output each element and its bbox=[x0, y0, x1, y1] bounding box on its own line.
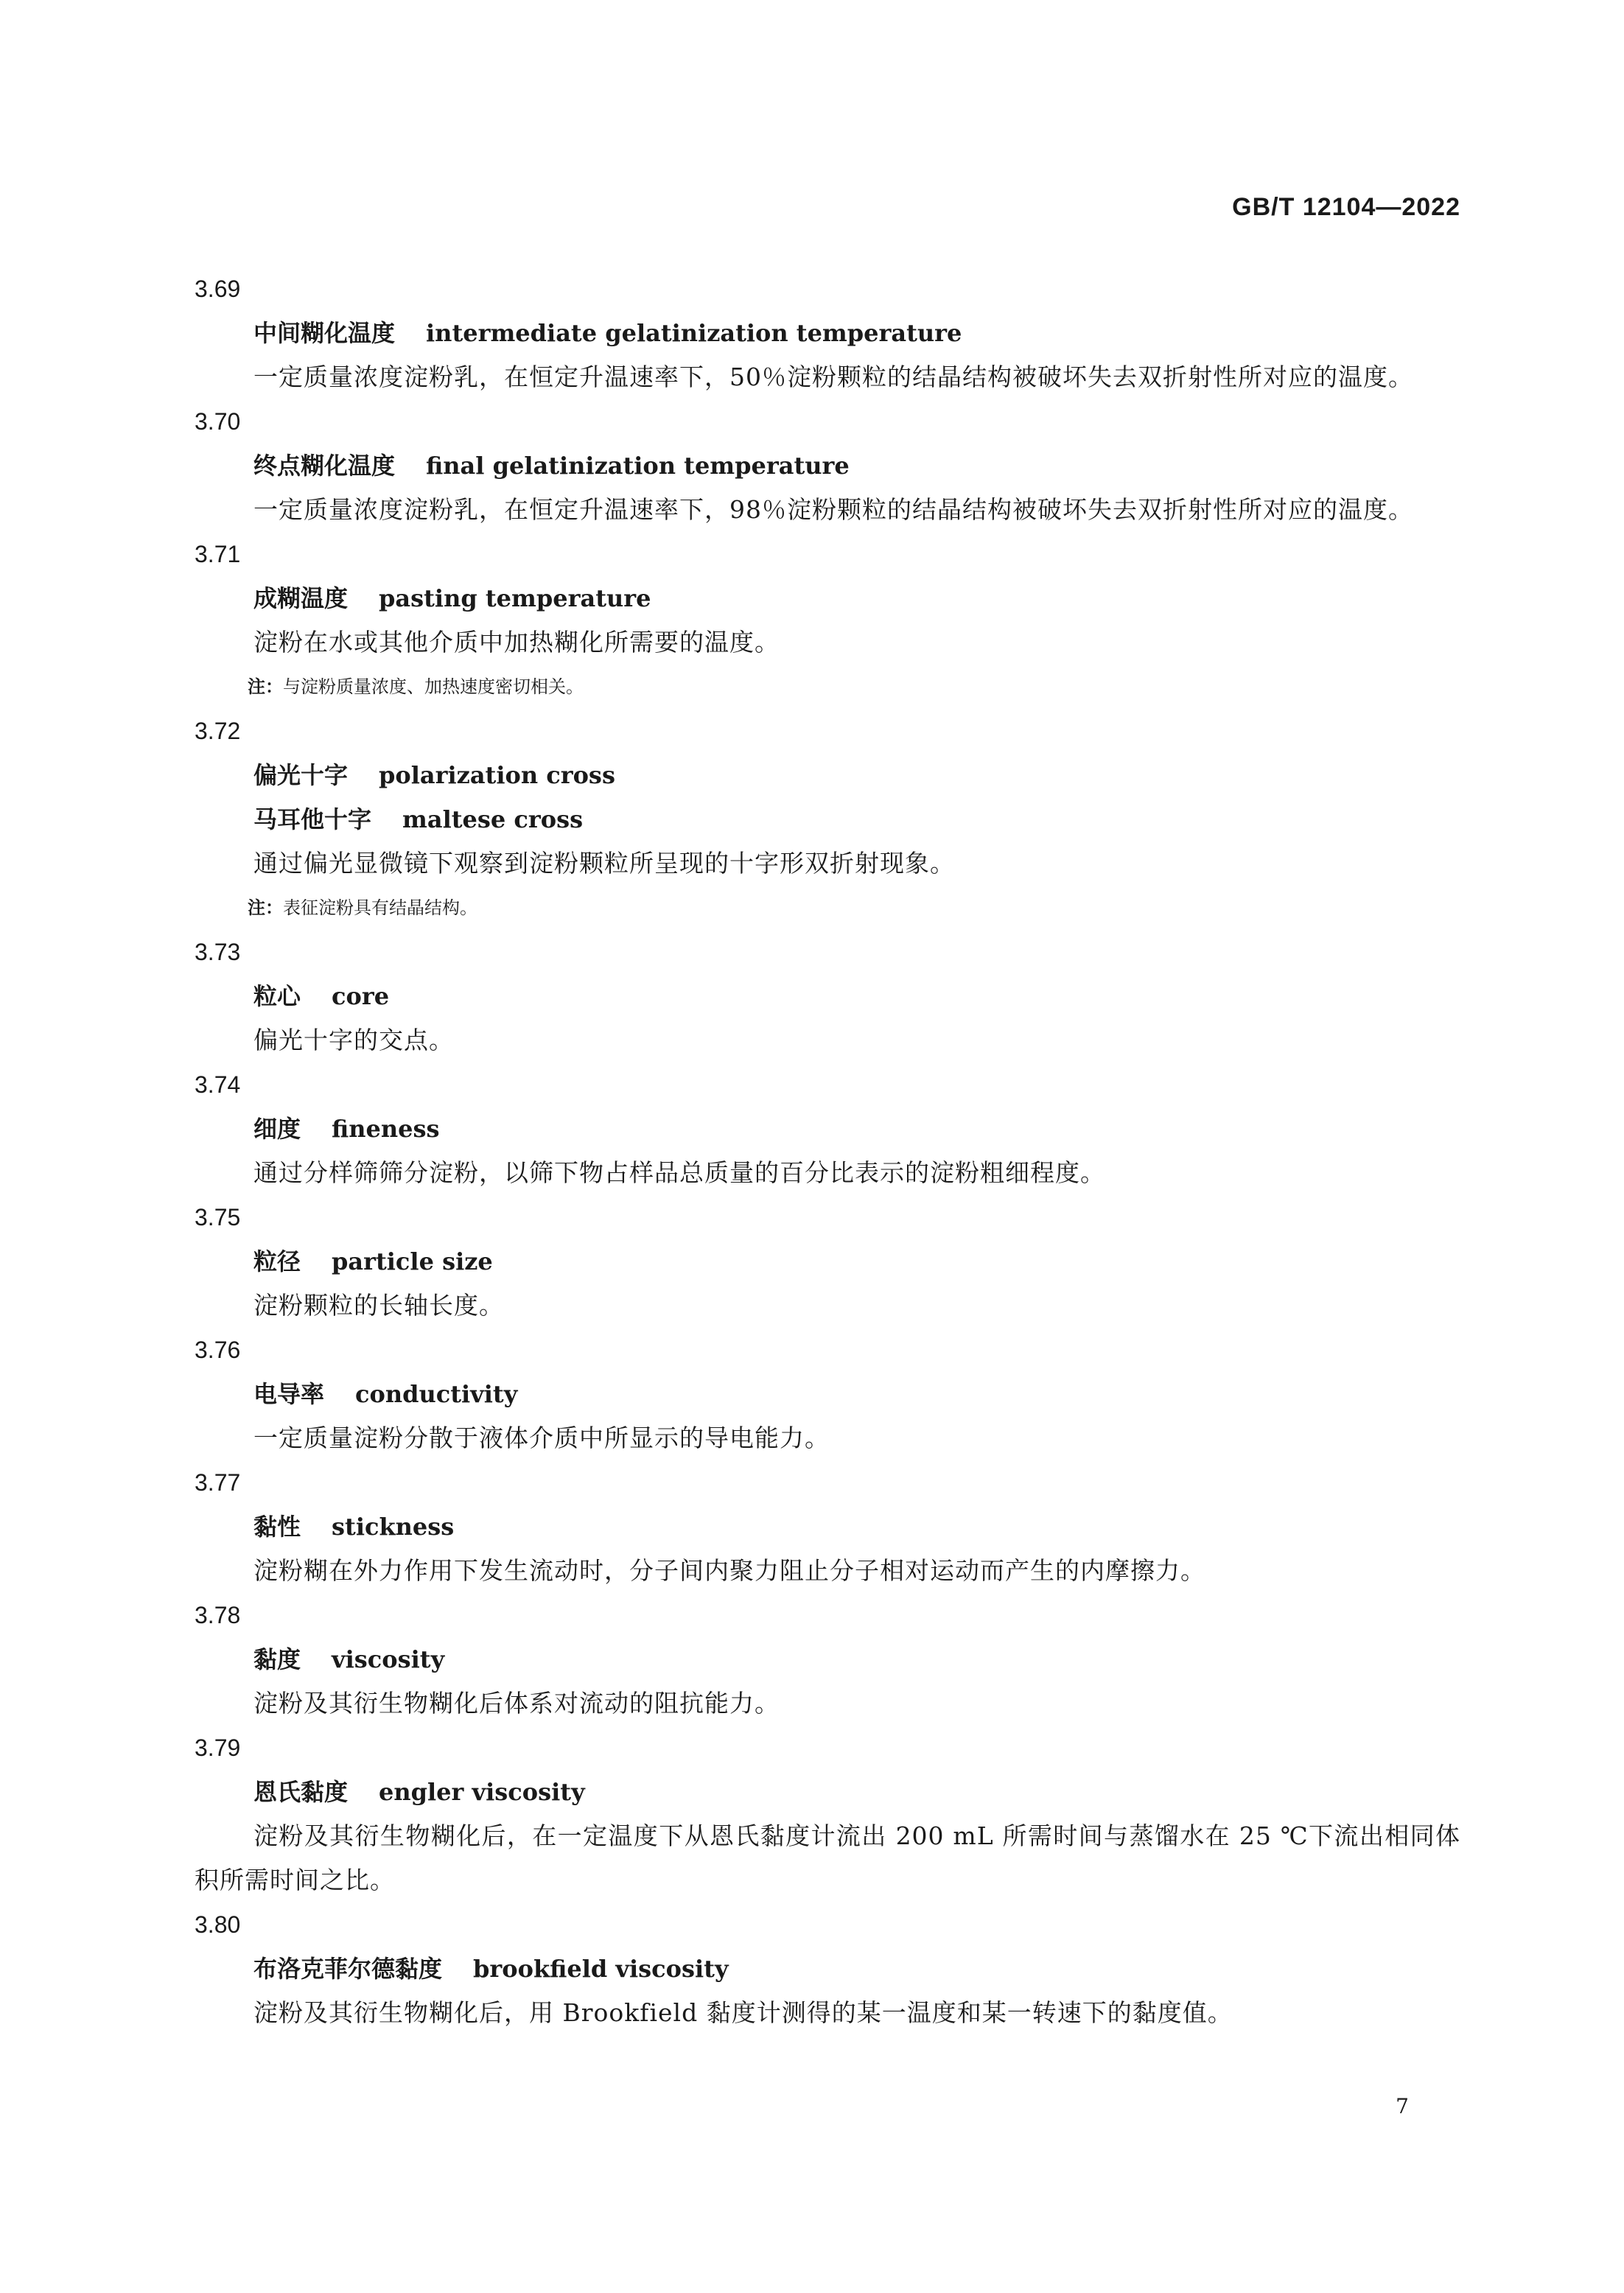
clause-number: 3.71 bbox=[195, 541, 241, 567]
clause-number: 3.70 bbox=[195, 408, 241, 435]
term-english: particle size bbox=[332, 1247, 493, 1275]
term-note bbox=[195, 886, 1460, 930]
term-chinese: 细度 bbox=[253, 1115, 301, 1143]
term-chinese: 偏光十字 bbox=[253, 761, 349, 789]
term-definition: 一定质量浓度淀粉乳，在恒定升温速率下，98％淀粉颗粒的结晶结构被破坏失去双折射性所对应的温度。 bbox=[253, 495, 1413, 524]
clause-number: 3.69 bbox=[195, 276, 241, 302]
clause-number: 3.74 bbox=[195, 1071, 241, 1098]
term-heading-synonym bbox=[195, 797, 1460, 841]
term-heading bbox=[195, 576, 1460, 620]
term-english: viscosity bbox=[332, 1645, 445, 1673]
term-chinese: 布洛克菲尔德黏度 bbox=[253, 1955, 443, 1983]
term-english: brookfield viscosity bbox=[473, 1955, 729, 1983]
term-definition: 淀粉及其衍生物糊化后体系对流动的阻抗能力。 bbox=[253, 1689, 780, 1718]
term-definition: 一定质量浓度淀粉乳，在恒定升温速率下，50％淀粉颗粒的结晶结构被破坏失去双折射性所对应的温度。 bbox=[253, 363, 1413, 391]
note-label: 注： bbox=[248, 676, 283, 697]
term-heading bbox=[195, 974, 1460, 1018]
term-heading bbox=[195, 1372, 1460, 1416]
term-definition: 一定质量淀粉分散于液体介质中所显示的导电能力。 bbox=[253, 1424, 830, 1452]
term-heading bbox=[195, 1947, 1460, 1991]
clause-number: 3.76 bbox=[195, 1337, 241, 1363]
standard-code: GB/T 12104—2022 bbox=[1232, 193, 1460, 221]
term-definition: 偏光十字的交点。 bbox=[253, 1026, 454, 1054]
term-english: stickness bbox=[332, 1513, 455, 1541]
term-definition: 淀粉及其衍生物糊化后，在一定温度下从恩氏黏度计流出 200 mL 所需时间与蒸馏水在 25 ℃下流出相同体积所需时间之比。 bbox=[195, 1821, 1460, 1894]
term-english: maltese cross bbox=[402, 805, 584, 833]
term-definition: 淀粉颗粒的长轴长度。 bbox=[253, 1291, 504, 1320]
note-text: 与淀粉质量浓度、加热速度密切相关。 bbox=[283, 676, 584, 697]
term-chinese: 恩氏黏度 bbox=[253, 1778, 349, 1806]
clause-number: 3.80 bbox=[195, 1911, 241, 1938]
term-chinese: 中间糊化温度 bbox=[253, 319, 396, 347]
term-english: fineness bbox=[332, 1115, 440, 1143]
clause-number: 3.79 bbox=[195, 1734, 241, 1761]
term-heading bbox=[195, 1239, 1460, 1284]
note-label: 注： bbox=[248, 897, 283, 918]
term-english: conductivity bbox=[355, 1380, 518, 1408]
term-english: final gelatinization temperature bbox=[426, 452, 850, 480]
term-definition: 通过分样筛筛分淀粉，以筛下物占样品总质量的百分比表示的淀粉粗细程度。 bbox=[253, 1158, 1105, 1187]
term-chinese: 黏性 bbox=[253, 1513, 301, 1541]
term-definition: 淀粉及其衍生物糊化后，用 Brookfield 黏度计测得的某一温度和某一转速下的黏度值。 bbox=[253, 1998, 1233, 2027]
term-heading bbox=[195, 1505, 1460, 1549]
term-heading bbox=[195, 753, 1460, 797]
term-chinese: 粒径 bbox=[253, 1247, 301, 1275]
term-note bbox=[195, 665, 1460, 709]
term-english: core bbox=[332, 982, 390, 1010]
term-english: intermediate gelatinization temperature bbox=[426, 319, 962, 347]
term-heading bbox=[195, 1107, 1460, 1151]
page-number: 7 bbox=[1396, 2094, 1409, 2118]
term-chinese: 成糊温度 bbox=[253, 584, 349, 612]
clause-number: 3.77 bbox=[195, 1469, 241, 1496]
term-chinese: 终点糊化温度 bbox=[253, 452, 396, 480]
term-chinese: 电导率 bbox=[253, 1380, 325, 1408]
term-list bbox=[195, 267, 1460, 2035]
term-english: pasting temperature bbox=[379, 584, 651, 612]
term-english: polarization cross bbox=[379, 761, 615, 789]
clause-number: 3.78 bbox=[195, 1602, 241, 1628]
term-chinese: 黏度 bbox=[253, 1645, 301, 1673]
term-definition: 通过偏光显微镜下观察到淀粉颗粒所呈现的十字形双折射现象。 bbox=[253, 849, 955, 878]
term-english: engler viscosity bbox=[379, 1778, 585, 1806]
term-definition: 淀粉在水或其他介质中加热糊化所需要的温度。 bbox=[253, 628, 780, 657]
clause-number: 3.75 bbox=[195, 1204, 241, 1230]
clause-number: 3.73 bbox=[195, 939, 241, 965]
term-heading bbox=[195, 1770, 1460, 1814]
term-heading bbox=[195, 311, 1460, 355]
term-definition: 淀粉糊在外力作用下发生流动时，分子间内聚力阻止分子相对运动而产生的内摩擦力。 bbox=[253, 1556, 1205, 1585]
note-text: 表征淀粉具有结晶结构。 bbox=[283, 897, 477, 918]
term-chinese: 粒心 bbox=[253, 982, 301, 1010]
term-heading bbox=[195, 444, 1460, 488]
term-heading bbox=[195, 1637, 1460, 1681]
term-chinese: 马耳他十字 bbox=[253, 805, 372, 833]
clause-number: 3.72 bbox=[195, 718, 241, 744]
